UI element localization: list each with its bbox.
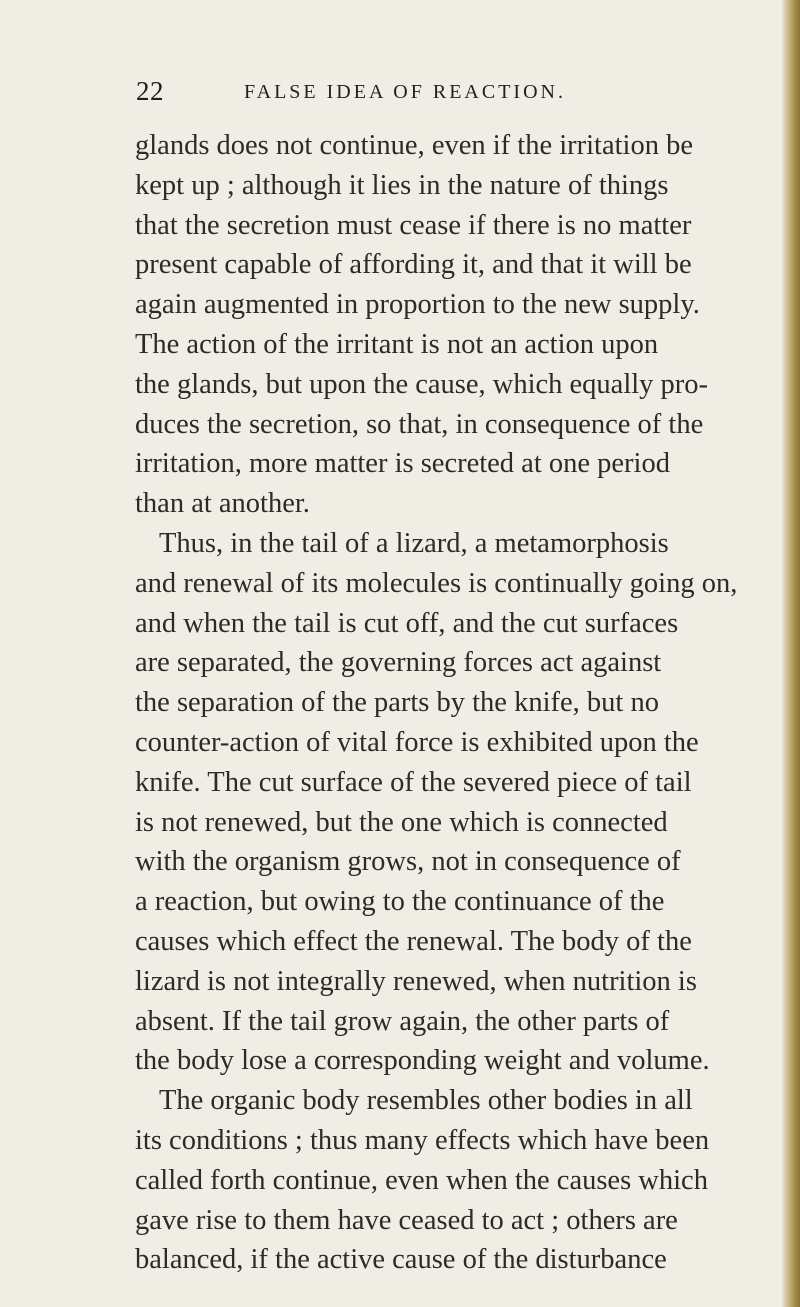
- text-line: irritation, more matter is secreted at one period: [135, 448, 670, 480]
- text-line: and renewal of its molecules is continually going on,: [135, 567, 738, 599]
- text-line: knife. The cut surface of the severed piece of tail: [135, 766, 692, 798]
- text-line: the glands, but upon the cause, which equally pro-: [135, 368, 709, 400]
- text-line: gave rise to them have ceased to act ; others are: [135, 1204, 678, 1236]
- text-line: kept up ; although it lies in the nature of things: [135, 169, 669, 201]
- text-line: glands does not continue, even if the irritation be: [135, 130, 693, 161]
- page-edge-shadow: [782, 0, 800, 1307]
- text-line: that the secretion must cease if there is no matter: [135, 209, 692, 241]
- text-line: absent. If the tail grow again, the other parts of: [135, 1005, 670, 1037]
- paragraph-first-line: Thus, in the tail of a lizard, a metamorphosis: [159, 527, 669, 559]
- text-line: lizard is not integrally renewed, when nutrition is: [135, 965, 697, 997]
- text-line: the separation of the parts by the knife, but no: [135, 687, 659, 719]
- text-line: is not renewed, but the one which is connected: [135, 806, 668, 838]
- paragraph-first-line: The organic body resembles other bodies in all: [159, 1085, 693, 1117]
- page-number: 22: [136, 76, 164, 106]
- text-line: called forth continue, even when the causes which: [135, 1164, 708, 1196]
- text-line: present capable of affording it, and that it will be: [135, 249, 692, 281]
- text-line: again augmented in proportion to the new supply.: [135, 289, 700, 321]
- text-line: duces the secretion, so that, in consequence of the: [135, 408, 704, 440]
- text-line: The action of the irritant is not an action upon: [135, 328, 659, 360]
- text-line: a reaction, but owing to the continuance of the: [135, 886, 665, 918]
- text-line: than at another.: [135, 488, 310, 520]
- body-text: [135, 126, 745, 1280]
- text-line: its conditions ; thus many effects which have been: [135, 1124, 710, 1156]
- text-line: causes which effect the renewal. The body of the: [135, 925, 692, 957]
- text-line: with the organism grows, not in consequence of: [135, 846, 681, 878]
- running-title: FALSE IDEA OF REACTION.: [244, 81, 566, 103]
- text-line: the body lose a corresponding weight and volume.: [135, 1045, 710, 1077]
- text-line: are separated, the governing forces act against: [135, 647, 662, 679]
- text-line: balanced, if the active cause of the disturbance: [135, 1244, 667, 1276]
- text-line: counter-action of vital force is exhibited upon the: [135, 726, 699, 758]
- page-header: [136, 76, 696, 116]
- text-line: and when the tail is cut off, and the cut surfaces: [135, 607, 679, 639]
